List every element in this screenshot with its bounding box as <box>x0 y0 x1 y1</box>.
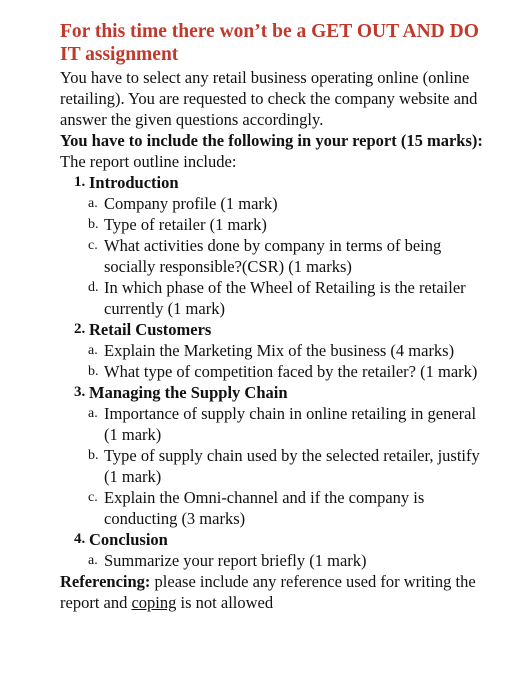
item-text: Explain the Omni-channel and if the company is conducting (3 marks) <box>104 488 425 528</box>
item-letter: b. <box>88 364 99 379</box>
section-title: Retail Customers <box>89 320 212 339</box>
item-letter: c. <box>88 490 98 505</box>
section-items <box>74 403 484 529</box>
outline-item <box>88 277 484 319</box>
item-letter: a. <box>88 406 98 421</box>
referencing-paragraph <box>60 571 484 613</box>
outline-item <box>88 550 484 571</box>
item-text: Summarize your report briefly (1 mark) <box>104 551 367 570</box>
item-text: Company profile (1 mark) <box>104 194 278 213</box>
section-items <box>74 340 484 382</box>
outline-item <box>88 403 484 445</box>
section-heading <box>74 172 484 193</box>
item-letter: a. <box>88 343 98 358</box>
section-items <box>74 550 484 571</box>
referencing-text-before: please include any reference used for writing the report and <box>60 572 476 612</box>
referencing-text-after: is not allowed <box>176 593 274 612</box>
outline-item <box>88 340 484 361</box>
outline-item <box>88 361 484 382</box>
section-number: 1. <box>74 174 86 190</box>
outline-item <box>88 235 484 277</box>
outline-item <box>88 214 484 235</box>
item-text: Type of supply chain used by the selected retailer, justify (1 mark) <box>104 446 480 486</box>
outline-section <box>74 172 484 319</box>
item-letter: a. <box>88 553 98 568</box>
section-number: 3. <box>74 384 86 400</box>
section-number: 2. <box>74 321 86 337</box>
outline-label: The report outline include: <box>60 152 237 171</box>
section-title: Managing the Supply Chain <box>89 383 288 402</box>
intro-paragraph: You have to select any retail business operating online (online retailing). You are requested to check the company website and answer the given questions accordingly. <box>60 68 478 129</box>
assignment-title: For this time there won’t be a GET OUT AND DO IT assignment <box>60 21 479 65</box>
item-text: In which phase of the Wheel of Retailing is the retailer currently (1 mark) <box>104 278 466 318</box>
section-number: 4. <box>74 531 86 547</box>
item-letter: b. <box>88 217 99 232</box>
item-letter: c. <box>88 238 98 253</box>
item-text: Importance of supply chain in online retailing in general (1 mark) <box>104 404 477 444</box>
outline-item <box>88 193 484 214</box>
section-title: Introduction <box>89 173 179 192</box>
section-heading <box>74 529 484 550</box>
item-letter: a. <box>88 196 98 211</box>
item-text: What type of competition faced by the retailer? (1 mark) <box>104 362 478 381</box>
include-heading: You have to include the following in your report (15 marks): <box>60 131 483 150</box>
section-title: Conclusion <box>89 530 168 549</box>
item-text: Type of retailer (1 mark) <box>104 215 267 234</box>
section-heading <box>74 382 484 403</box>
referencing-label: Referencing: <box>60 572 151 591</box>
outline-item <box>88 487 484 529</box>
referencing-underlined-word: coping <box>131 593 177 612</box>
outline-sections <box>60 172 484 571</box>
outline-section <box>74 319 484 382</box>
outline-section <box>74 529 484 571</box>
item-text: Explain the Marketing Mix of the business (4 marks) <box>104 341 455 360</box>
item-letter: b. <box>88 448 99 463</box>
section-items <box>74 193 484 319</box>
item-letter: d. <box>88 280 99 295</box>
outline-section <box>74 382 484 529</box>
item-text: What activities done by company in terms of being socially responsible?(CSR) (1 marks) <box>104 236 442 276</box>
section-heading <box>74 319 484 340</box>
outline-item <box>88 445 484 487</box>
